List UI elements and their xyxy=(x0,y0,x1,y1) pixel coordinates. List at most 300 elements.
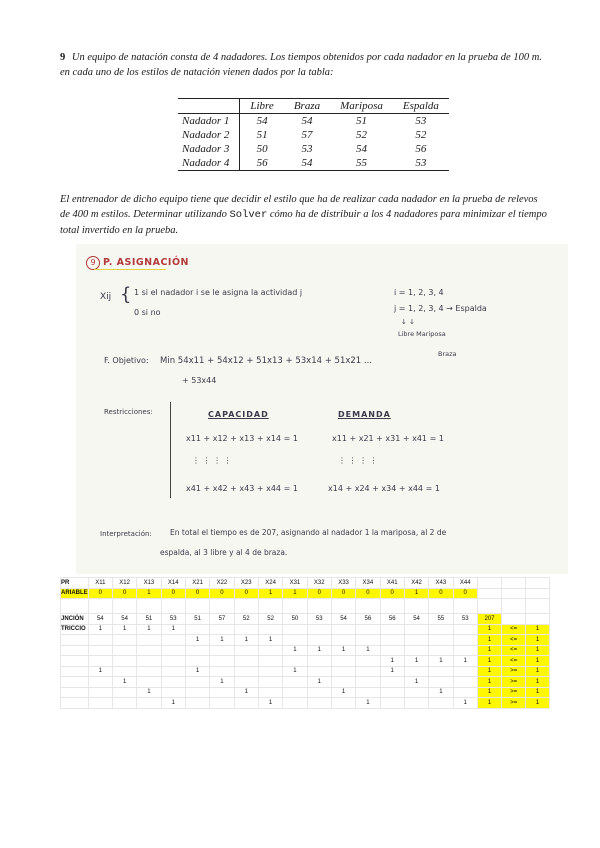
constraint-coef-cell[interactable]: 1 xyxy=(429,656,453,667)
constraint-row xyxy=(61,656,550,667)
constraint-coef-cell[interactable]: 1 xyxy=(185,666,209,677)
capacity-dots: ⋮ ⋮ ⋮ ⋮ xyxy=(192,456,232,465)
constraint-coef-cell[interactable] xyxy=(112,687,136,698)
constraint-coef-cell[interactable] xyxy=(210,656,234,667)
constraint-coef-cell[interactable] xyxy=(112,645,136,656)
empty-cell[interactable] xyxy=(234,599,258,614)
constraint-coef-cell[interactable] xyxy=(356,687,380,698)
constraint-coef-cell[interactable]: 1 xyxy=(404,677,428,688)
constraint-rhs-cell[interactable]: 1 xyxy=(526,687,550,698)
constraint-rhs-cell[interactable]: 1 xyxy=(526,656,550,667)
times-col-header: Espalda xyxy=(393,99,449,114)
constraint-coef-cell[interactable] xyxy=(161,687,185,698)
variable-name-cell[interactable]: X12 xyxy=(112,578,136,589)
objective-row xyxy=(61,614,550,625)
empty-cell[interactable] xyxy=(477,578,501,589)
objective-expression: Min 54x11 + 54x12 + 51x13 + 53x14 + 51x21 ... xyxy=(160,356,373,366)
constraint-coef-cell[interactable] xyxy=(137,645,161,656)
constraint-coef-cell[interactable] xyxy=(258,656,282,667)
constraint-coef-cell[interactable] xyxy=(429,645,453,656)
constraint-coef-cell[interactable] xyxy=(453,635,477,646)
constraint-coef-cell[interactable] xyxy=(380,677,404,688)
variable-name-cell[interactable]: X44 xyxy=(453,578,477,589)
row-label[interactable] xyxy=(61,635,89,646)
constraint-row xyxy=(61,677,550,688)
constraint-operator-cell[interactable]: >= xyxy=(502,698,526,709)
constraint-rhs-cell[interactable]: 1 xyxy=(526,645,550,656)
constraint-coef-cell[interactable] xyxy=(429,666,453,677)
constraint-coef-cell[interactable] xyxy=(258,677,282,688)
constraint-coef-cell[interactable]: 1 xyxy=(453,698,477,709)
variable-name-cell[interactable]: X21 xyxy=(185,578,209,589)
constraint-rhs-cell[interactable]: 1 xyxy=(526,698,550,709)
time-cell: 53 xyxy=(415,115,427,127)
constraint-operator-cell[interactable]: >= xyxy=(502,677,526,688)
constraint-coef-cell[interactable] xyxy=(88,656,112,667)
constraint-coef-cell[interactable]: 1 xyxy=(404,656,428,667)
constraint-lhs-cell[interactable]: 1 xyxy=(477,698,501,709)
variable-value-cell[interactable]: 0 xyxy=(307,588,331,599)
constraint-coef-cell[interactable]: 1 xyxy=(429,687,453,698)
empty-cell[interactable] xyxy=(526,578,550,589)
constraint-coef-cell[interactable] xyxy=(88,635,112,646)
empty-cell[interactable] xyxy=(502,588,526,599)
brace-symbol: { xyxy=(120,284,132,305)
empty-cell[interactable] xyxy=(61,599,89,614)
constraint-lhs-cell[interactable]: 1 xyxy=(477,624,501,635)
constraint-coef-cell[interactable] xyxy=(404,645,428,656)
objective-coef-cell[interactable]: 55 xyxy=(429,614,453,625)
variable-name-cell[interactable]: X23 xyxy=(234,578,258,589)
constraint-lhs-cell[interactable]: 1 xyxy=(477,645,501,656)
constraint-coef-cell[interactable]: 1 xyxy=(380,666,404,677)
constraint-coef-cell[interactable] xyxy=(356,635,380,646)
constraint-coef-cell[interactable] xyxy=(210,624,234,635)
empty-cell[interactable] xyxy=(453,599,477,614)
constraint-operator-cell[interactable]: <= xyxy=(502,656,526,667)
constraint-coef-cell[interactable] xyxy=(429,635,453,646)
solver-word: Solver xyxy=(229,209,268,221)
constraint-coef-cell[interactable] xyxy=(137,698,161,709)
constraint-coef-cell[interactable] xyxy=(88,645,112,656)
variable-value-cell[interactable]: 1 xyxy=(283,588,307,599)
variable-value-cell[interactable]: 1 xyxy=(137,588,161,599)
objective-coef-cell[interactable]: 56 xyxy=(356,614,380,625)
constraint-coef-cell[interactable]: 1 xyxy=(283,645,307,656)
constraint-coef-cell[interactable] xyxy=(234,656,258,667)
empty-cell[interactable] xyxy=(429,599,453,614)
empty-cell[interactable] xyxy=(502,614,526,625)
constraint-coef-cell[interactable] xyxy=(356,677,380,688)
constraint-row xyxy=(61,635,550,646)
constraint-coef-cell[interactable] xyxy=(283,687,307,698)
times-row xyxy=(178,114,449,129)
coach-statement xyxy=(60,192,548,238)
objective-coef-cell[interactable]: 51 xyxy=(185,614,209,625)
constraint-coef-cell[interactable] xyxy=(307,687,331,698)
row-label[interactable] xyxy=(61,677,89,688)
objective-coef-cell[interactable]: 57 xyxy=(210,614,234,625)
constraint-coef-cell[interactable] xyxy=(185,645,209,656)
constraint-coef-cell[interactable] xyxy=(161,645,185,656)
variable-value-cell[interactable]: 0 xyxy=(88,588,112,599)
constraint-coef-cell[interactable] xyxy=(307,698,331,709)
objective-coef-cell[interactable]: 52 xyxy=(258,614,282,625)
empty-cell[interactable] xyxy=(331,599,355,614)
constraint-coef-cell[interactable] xyxy=(356,666,380,677)
row-label[interactable] xyxy=(61,656,89,667)
constraint-coef-cell[interactable] xyxy=(210,687,234,698)
constraint-coef-cell[interactable]: 1 xyxy=(356,698,380,709)
times-col-header: Mariposa xyxy=(330,99,393,114)
time-cell: 53 xyxy=(301,143,313,155)
constraint-coef-cell[interactable] xyxy=(185,677,209,688)
constraint-coef-cell[interactable] xyxy=(88,677,112,688)
variable-name-cell[interactable]: X42 xyxy=(404,578,428,589)
constraint-coef-cell[interactable] xyxy=(161,677,185,688)
row-label[interactable] xyxy=(61,687,89,698)
empty-cell[interactable] xyxy=(404,599,428,614)
constraint-coef-cell[interactable] xyxy=(234,624,258,635)
variable-value-cell[interactable]: 0 xyxy=(331,588,355,599)
spreadsheet-grid xyxy=(60,577,550,709)
objective-coef-cell[interactable]: 54 xyxy=(112,614,136,625)
constraint-row xyxy=(61,645,550,656)
row-label[interactable]: JNCIÓN xyxy=(61,614,89,625)
constraint-operator-cell[interactable]: >= xyxy=(502,687,526,698)
constraint-coef-cell[interactable]: 1 xyxy=(210,635,234,646)
constraint-coef-cell[interactable] xyxy=(453,687,477,698)
constraint-coef-cell[interactable] xyxy=(112,698,136,709)
variable-name-cell[interactable]: X41 xyxy=(380,578,404,589)
constraint-coef-cell[interactable]: 1 xyxy=(283,666,307,677)
variable-name-cell[interactable]: X32 xyxy=(307,578,331,589)
constraint-coef-cell[interactable]: 1 xyxy=(161,624,185,635)
constraint-coef-cell[interactable]: 1 xyxy=(331,687,355,698)
variable-value-cell[interactable]: 1 xyxy=(404,588,428,599)
constraint-coef-cell[interactable] xyxy=(234,677,258,688)
constraint-coef-cell[interactable]: 1 xyxy=(258,698,282,709)
objective-coef-cell[interactable]: 53 xyxy=(161,614,185,625)
row-label[interactable] xyxy=(61,645,89,656)
demand-row-1: x11 + x21 + x31 + x41 = 1 xyxy=(332,434,444,443)
constraint-coef-cell[interactable] xyxy=(356,656,380,667)
times-col-header: Libre xyxy=(240,99,284,114)
variable-value-cell[interactable]: 0 xyxy=(453,588,477,599)
constraint-coef-cell[interactable]: 1 xyxy=(137,624,161,635)
empty-cell[interactable] xyxy=(137,599,161,614)
constraint-lhs-cell[interactable]: 1 xyxy=(477,666,501,677)
empty-cell[interactable] xyxy=(88,599,112,614)
time-cell: 54 xyxy=(355,143,367,155)
empty-cell[interactable] xyxy=(185,599,209,614)
constraint-lhs-cell[interactable]: 1 xyxy=(477,677,501,688)
constraint-operator-cell[interactable]: <= xyxy=(502,635,526,646)
arrows-down: ↓ ↓ xyxy=(401,318,415,326)
constraint-row xyxy=(61,698,550,709)
objective-coef-cell[interactable]: 53 xyxy=(307,614,331,625)
empty-cell[interactable] xyxy=(502,599,526,614)
constraint-coef-cell[interactable] xyxy=(429,677,453,688)
constraint-coef-cell[interactable] xyxy=(404,687,428,698)
constraint-coef-cell[interactable] xyxy=(137,666,161,677)
empty-cell[interactable] xyxy=(210,599,234,614)
row-label[interactable] xyxy=(61,666,89,677)
constraint-coef-cell[interactable] xyxy=(210,645,234,656)
empty-cell[interactable] xyxy=(526,588,550,599)
problem-number: 9 xyxy=(60,52,66,63)
constraint-coef-cell[interactable]: 1 xyxy=(112,624,136,635)
objective-continuation: + 53x44 xyxy=(182,376,217,385)
constraint-coef-cell[interactable] xyxy=(112,635,136,646)
constraint-coef-cell[interactable] xyxy=(307,666,331,677)
constraint-coef-cell[interactable] xyxy=(453,677,477,688)
constraint-coef-cell[interactable] xyxy=(185,698,209,709)
constraint-coef-cell[interactable] xyxy=(112,656,136,667)
constraint-lhs-cell[interactable]: 1 xyxy=(477,635,501,646)
constraint-row xyxy=(61,624,550,635)
empty-cell[interactable] xyxy=(307,599,331,614)
constraint-rhs-cell[interactable]: 1 xyxy=(526,666,550,677)
constraint-coef-cell[interactable] xyxy=(404,635,428,646)
empty-cell[interactable] xyxy=(526,599,550,614)
constraint-coef-cell[interactable] xyxy=(307,635,331,646)
variable-value-cell[interactable]: 0 xyxy=(380,588,404,599)
objective-coef-cell[interactable]: 54 xyxy=(404,614,428,625)
i-range: i = 1, 2, 3, 4 xyxy=(394,288,444,297)
objective-coef-cell[interactable]: 54 xyxy=(331,614,355,625)
variable-name-cell[interactable]: X33 xyxy=(331,578,355,589)
constraint-coef-cell[interactable] xyxy=(380,698,404,709)
variable-value-cell[interactable]: 0 xyxy=(210,588,234,599)
empty-cell[interactable] xyxy=(502,578,526,589)
objective-value-cell[interactable]: 207 xyxy=(477,614,501,625)
times-row xyxy=(178,156,449,171)
solver-spreadsheet xyxy=(60,577,550,709)
constraint-coef-cell[interactable] xyxy=(161,635,185,646)
objective-coef-cell[interactable]: 56 xyxy=(380,614,404,625)
empty-cell[interactable] xyxy=(477,599,501,614)
objective-coef-cell[interactable]: 51 xyxy=(137,614,161,625)
constraint-coef-cell[interactable] xyxy=(404,698,428,709)
variable-name-cell[interactable]: X13 xyxy=(137,578,161,589)
constraint-coef-cell[interactable]: 1 xyxy=(234,687,258,698)
variable-name-cell[interactable]: X24 xyxy=(258,578,282,589)
interpretation-label: Interpretación: xyxy=(100,530,152,538)
objective-coef-cell[interactable]: 52 xyxy=(234,614,258,625)
variable-name-cell[interactable]: X14 xyxy=(161,578,185,589)
constraint-coef-cell[interactable] xyxy=(112,666,136,677)
constraint-coef-cell[interactable] xyxy=(404,624,428,635)
times-corner xyxy=(178,99,240,114)
objective-coef-cell[interactable]: 53 xyxy=(453,614,477,625)
constraint-coef-cell[interactable] xyxy=(258,666,282,677)
constraint-coef-cell[interactable] xyxy=(137,656,161,667)
constraint-coef-cell[interactable] xyxy=(283,635,307,646)
constraint-coef-cell[interactable] xyxy=(283,656,307,667)
variable-value-cell[interactable]: 0 xyxy=(185,588,209,599)
constraint-coef-cell[interactable] xyxy=(429,624,453,635)
constraint-coef-cell[interactable] xyxy=(185,624,209,635)
constraint-coef-cell[interactable] xyxy=(380,624,404,635)
constraint-coef-cell[interactable]: 1 xyxy=(331,645,355,656)
constraint-coef-cell[interactable] xyxy=(283,677,307,688)
constraint-coef-cell[interactable]: 1 xyxy=(185,635,209,646)
constraint-coef-cell[interactable] xyxy=(258,624,282,635)
coach-text-before: El entrenador de dicho equipo tiene que decidir el estilo que ha de realizar cada nadador en la prueba de relevos de 400 m estilos. Determinar utilizando xyxy=(60,194,538,220)
variable-value-cell[interactable]: 0 xyxy=(161,588,185,599)
constraint-operator-cell[interactable]: <= xyxy=(502,624,526,635)
empty-cell[interactable] xyxy=(258,599,282,614)
notes-heading xyxy=(86,256,189,270)
constraint-coef-cell[interactable] xyxy=(161,656,185,667)
constraint-coef-cell[interactable]: 1 xyxy=(307,677,331,688)
style-labels: Libre Mariposa xyxy=(398,330,446,338)
capacity-heading: CAPACIDAD xyxy=(208,410,269,419)
constraint-coef-cell[interactable]: 1 xyxy=(161,698,185,709)
constraint-coef-cell[interactable]: 1 xyxy=(380,656,404,667)
objective-coef-cell[interactable]: 54 xyxy=(88,614,112,625)
constraint-coef-cell[interactable]: 1 xyxy=(453,656,477,667)
constraint-coef-cell[interactable] xyxy=(404,666,428,677)
empty-cell[interactable] xyxy=(112,599,136,614)
constraint-coef-cell[interactable]: 1 xyxy=(234,635,258,646)
swimmer-label: Nadador 1 xyxy=(178,114,240,129)
objective-label: F. Objetivo: xyxy=(104,356,149,365)
constraint-row xyxy=(61,687,550,698)
time-cell: 50 xyxy=(256,143,268,155)
constraint-coef-cell[interactable] xyxy=(453,666,477,677)
time-cell: 54 xyxy=(256,115,268,127)
constraint-coef-cell[interactable] xyxy=(88,698,112,709)
constraint-coef-cell[interactable] xyxy=(453,624,477,635)
time-cell: 54 xyxy=(284,156,330,171)
braza-label: Braza xyxy=(438,350,457,358)
empty-cell[interactable] xyxy=(380,599,404,614)
row-label[interactable]: ARIABLE xyxy=(61,588,89,599)
constraint-coef-cell[interactable]: 1 xyxy=(307,645,331,656)
time-cell: 56 xyxy=(415,143,427,155)
variable-name-cell[interactable]: X43 xyxy=(429,578,453,589)
constraint-coef-cell[interactable] xyxy=(137,677,161,688)
constraint-coef-cell[interactable]: 1 xyxy=(258,635,282,646)
time-cell: 56 xyxy=(240,156,284,171)
constraint-coef-cell[interactable] xyxy=(380,687,404,698)
constraint-coef-cell[interactable] xyxy=(185,687,209,698)
constraint-row xyxy=(61,666,550,677)
constraint-coef-cell[interactable] xyxy=(331,666,355,677)
constraint-coef-cell[interactable]: 1 xyxy=(137,687,161,698)
constraint-coef-cell[interactable] xyxy=(161,666,185,677)
time-cell: 53 xyxy=(393,156,449,171)
constraint-coef-cell[interactable] xyxy=(234,698,258,709)
constraint-coef-cell[interactable] xyxy=(283,624,307,635)
constraint-coef-cell[interactable] xyxy=(210,666,234,677)
constraint-coef-cell[interactable] xyxy=(331,698,355,709)
empty-cell[interactable] xyxy=(283,599,307,614)
demand-dots: ⋮ ⋮ ⋮ ⋮ xyxy=(338,456,378,465)
constraint-lhs-cell[interactable]: 1 xyxy=(477,656,501,667)
interpretation-line-1: En total el tiempo es de 207, asignando al nadador 1 la mariposa, al 2 de xyxy=(170,528,447,537)
constraint-coef-cell[interactable] xyxy=(210,698,234,709)
variable-name-cell[interactable]: X11 xyxy=(88,578,112,589)
time-cell: 52 xyxy=(415,129,427,141)
constraint-coef-cell[interactable] xyxy=(137,635,161,646)
time-cell: 54 xyxy=(301,115,313,127)
constraint-coef-cell[interactable] xyxy=(307,624,331,635)
constraint-coef-cell[interactable]: 1 xyxy=(112,677,136,688)
variable-name-cell[interactable]: X34 xyxy=(356,578,380,589)
empty-cell[interactable] xyxy=(356,599,380,614)
time-cell: 57 xyxy=(301,129,313,141)
row-label[interactable]: PR xyxy=(61,578,89,589)
x-variable: Xij xyxy=(100,292,112,302)
constraint-rhs-cell[interactable]: 1 xyxy=(526,677,550,688)
constraint-lhs-cell[interactable]: 1 xyxy=(477,687,501,698)
constraint-coef-cell[interactable] xyxy=(429,698,453,709)
constraint-coef-cell[interactable] xyxy=(453,645,477,656)
constraint-rhs-cell[interactable]: 1 xyxy=(526,635,550,646)
times-header-row xyxy=(178,99,449,114)
variable-name-cell[interactable]: X22 xyxy=(210,578,234,589)
variable-value-cell[interactable]: 0 xyxy=(356,588,380,599)
constraint-coef-cell[interactable] xyxy=(380,645,404,656)
empty-cell[interactable] xyxy=(526,614,550,625)
constraint-coef-cell[interactable] xyxy=(185,656,209,667)
constraint-operator-cell[interactable]: <= xyxy=(502,645,526,656)
constraint-rhs-cell[interactable]: 1 xyxy=(526,624,550,635)
spacer-row xyxy=(61,599,550,614)
constraint-coef-cell[interactable] xyxy=(331,624,355,635)
circle-number: 9 xyxy=(86,256,100,270)
times-col-header: Braza xyxy=(284,99,330,114)
constraint-coef-cell[interactable]: 1 xyxy=(88,624,112,635)
variable-value-cell[interactable]: 0 xyxy=(112,588,136,599)
empty-cell[interactable] xyxy=(477,588,501,599)
variable-name-cell[interactable]: X31 xyxy=(283,578,307,589)
variable-value-cell[interactable]: 1 xyxy=(258,588,282,599)
variable-value-cell[interactable]: 0 xyxy=(234,588,258,599)
constraint-coef-cell[interactable] xyxy=(283,698,307,709)
constraint-coef-cell[interactable] xyxy=(356,624,380,635)
constraint-coef-cell[interactable]: 1 xyxy=(356,645,380,656)
empty-cell[interactable] xyxy=(161,599,185,614)
capacity-row-4: x41 + x42 + x43 + x44 = 1 xyxy=(186,484,298,493)
constraint-coef-cell[interactable] xyxy=(234,645,258,656)
constraint-operator-cell[interactable]: >= xyxy=(502,666,526,677)
constraint-coef-cell[interactable]: 1 xyxy=(88,666,112,677)
restrictions-bar xyxy=(170,402,171,498)
constraint-coef-cell[interactable]: 1 xyxy=(210,677,234,688)
constraint-coef-cell[interactable] xyxy=(258,687,282,698)
constraint-coef-cell[interactable] xyxy=(234,666,258,677)
constraint-coef-cell[interactable] xyxy=(258,645,282,656)
constraint-coef-cell[interactable] xyxy=(380,635,404,646)
constraint-coef-cell[interactable] xyxy=(331,635,355,646)
times-row xyxy=(178,142,449,156)
variable-values-row xyxy=(61,588,550,599)
constraint-coef-cell[interactable] xyxy=(331,656,355,667)
variable-value-cell[interactable]: 0 xyxy=(429,588,453,599)
time-cell: 52 xyxy=(355,129,367,141)
objective-coef-cell[interactable]: 50 xyxy=(283,614,307,625)
row-label[interactable] xyxy=(61,698,89,709)
constraint-coef-cell[interactable] xyxy=(307,656,331,667)
constraint-coef-cell[interactable] xyxy=(331,677,355,688)
swim-times-table xyxy=(178,98,449,171)
constraint-coef-cell[interactable] xyxy=(88,687,112,698)
row-label[interactable]: TRICCIO xyxy=(61,624,89,635)
